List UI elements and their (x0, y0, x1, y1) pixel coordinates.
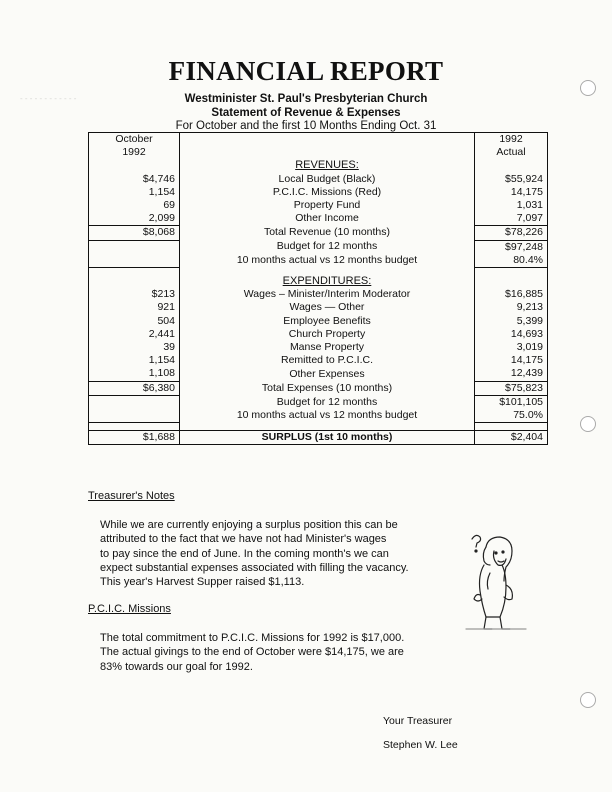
page-title: FINANCIAL REPORT (168, 56, 444, 86)
col-header-actual-line2: Actual (496, 146, 526, 159)
table-row: $213 Wages – Minister/Interim Moderator $16,885 (89, 288, 548, 301)
revenue-budget-row: Budget for 12 months $97,248 (89, 240, 548, 254)
table-row: 504 Employee Benefits 5,399 (89, 315, 548, 328)
expense-budget-row: Budget for 12 months $101,105 (89, 395, 548, 409)
treasurers-notes-paragraph: While we are currently enjoying a surplus position this can be attributed to the fact that we have not had Minister's wages to pay since the end of June. In the coming month's we can expect substantial expenses associated with filling the vacancy. This year's Harvest Supper raised $1,113. (100, 519, 409, 589)
table-row: 69 Property Fund 1,031 (89, 199, 548, 212)
col-header-actual (475, 133, 548, 160)
surplus-row: $1,688 SURPLUS (1st 10 months) $2,404 (89, 431, 548, 445)
thinking-figure-illustration (462, 525, 528, 633)
missions-paragraph: The total commitment to P.C.I.C. Missions for 1992 is $17,000. The actual givings to the end of October were $14,175, we are 83% towards our goal for 1992. (100, 632, 405, 673)
church-name: Westminister St. Paul's Presbyterian Church (184, 93, 428, 105)
table-row: $4,746 Local Budget (Black) $55,924 (89, 173, 548, 186)
expenditures-heading: EXPENDITURES: (282, 275, 372, 288)
financial-table (88, 132, 548, 445)
signature-title: Your Treasurer (383, 715, 453, 727)
bleed-through-text: - - - - - - - - - - - - (20, 94, 77, 103)
col-header-october (89, 133, 180, 160)
table-row: 1,154 Remitted to P.C.I.C. 14,175 (89, 354, 548, 367)
table-row: 1,108 Other Expenses 12,439 (89, 367, 548, 381)
signature-name: Stephen W. Lee (383, 739, 458, 751)
expense-total-row: $6,380 Total Expenses (10 months) $75,823 (89, 381, 548, 395)
punch-hole (580, 416, 596, 432)
table-row: 921 Wages — Other 9,213 (89, 301, 548, 314)
punch-hole (580, 80, 596, 96)
table-row: 1,154 P.C.I.C. Missions (Red) 14,175 (89, 186, 548, 199)
col-header-october-line2: 1992 (122, 146, 146, 159)
table-row: 39 Manse Property 3,019 (89, 341, 548, 354)
revenue-total-row: $8,068 Total Revenue (10 months) $78,226 (89, 226, 548, 240)
revenue-ratio-row: 10 months actual vs 12 months budget 80.4% (89, 254, 548, 268)
expense-ratio-row: 10 months actual vs 12 months budget 75.0% (89, 409, 548, 423)
col-header-october-line1: October (115, 133, 153, 145)
punch-hole (580, 692, 596, 708)
treasurers-notes-heading: Treasurer's Notes (88, 490, 175, 502)
missions-heading: P.C.I.C. Missions (88, 603, 171, 615)
report-period: For October and the first 10 Months Ending Oct. 31 (175, 120, 437, 132)
table-row: 2,099 Other Income 7,097 (89, 212, 548, 226)
revenues-heading: REVENUES: (295, 159, 359, 172)
col-header-actual-line1: 1992 (499, 133, 523, 145)
statement-title: Statement of Revenue & Expenses (211, 107, 401, 119)
table-row: 2,441 Church Property 14,693 (89, 328, 548, 341)
